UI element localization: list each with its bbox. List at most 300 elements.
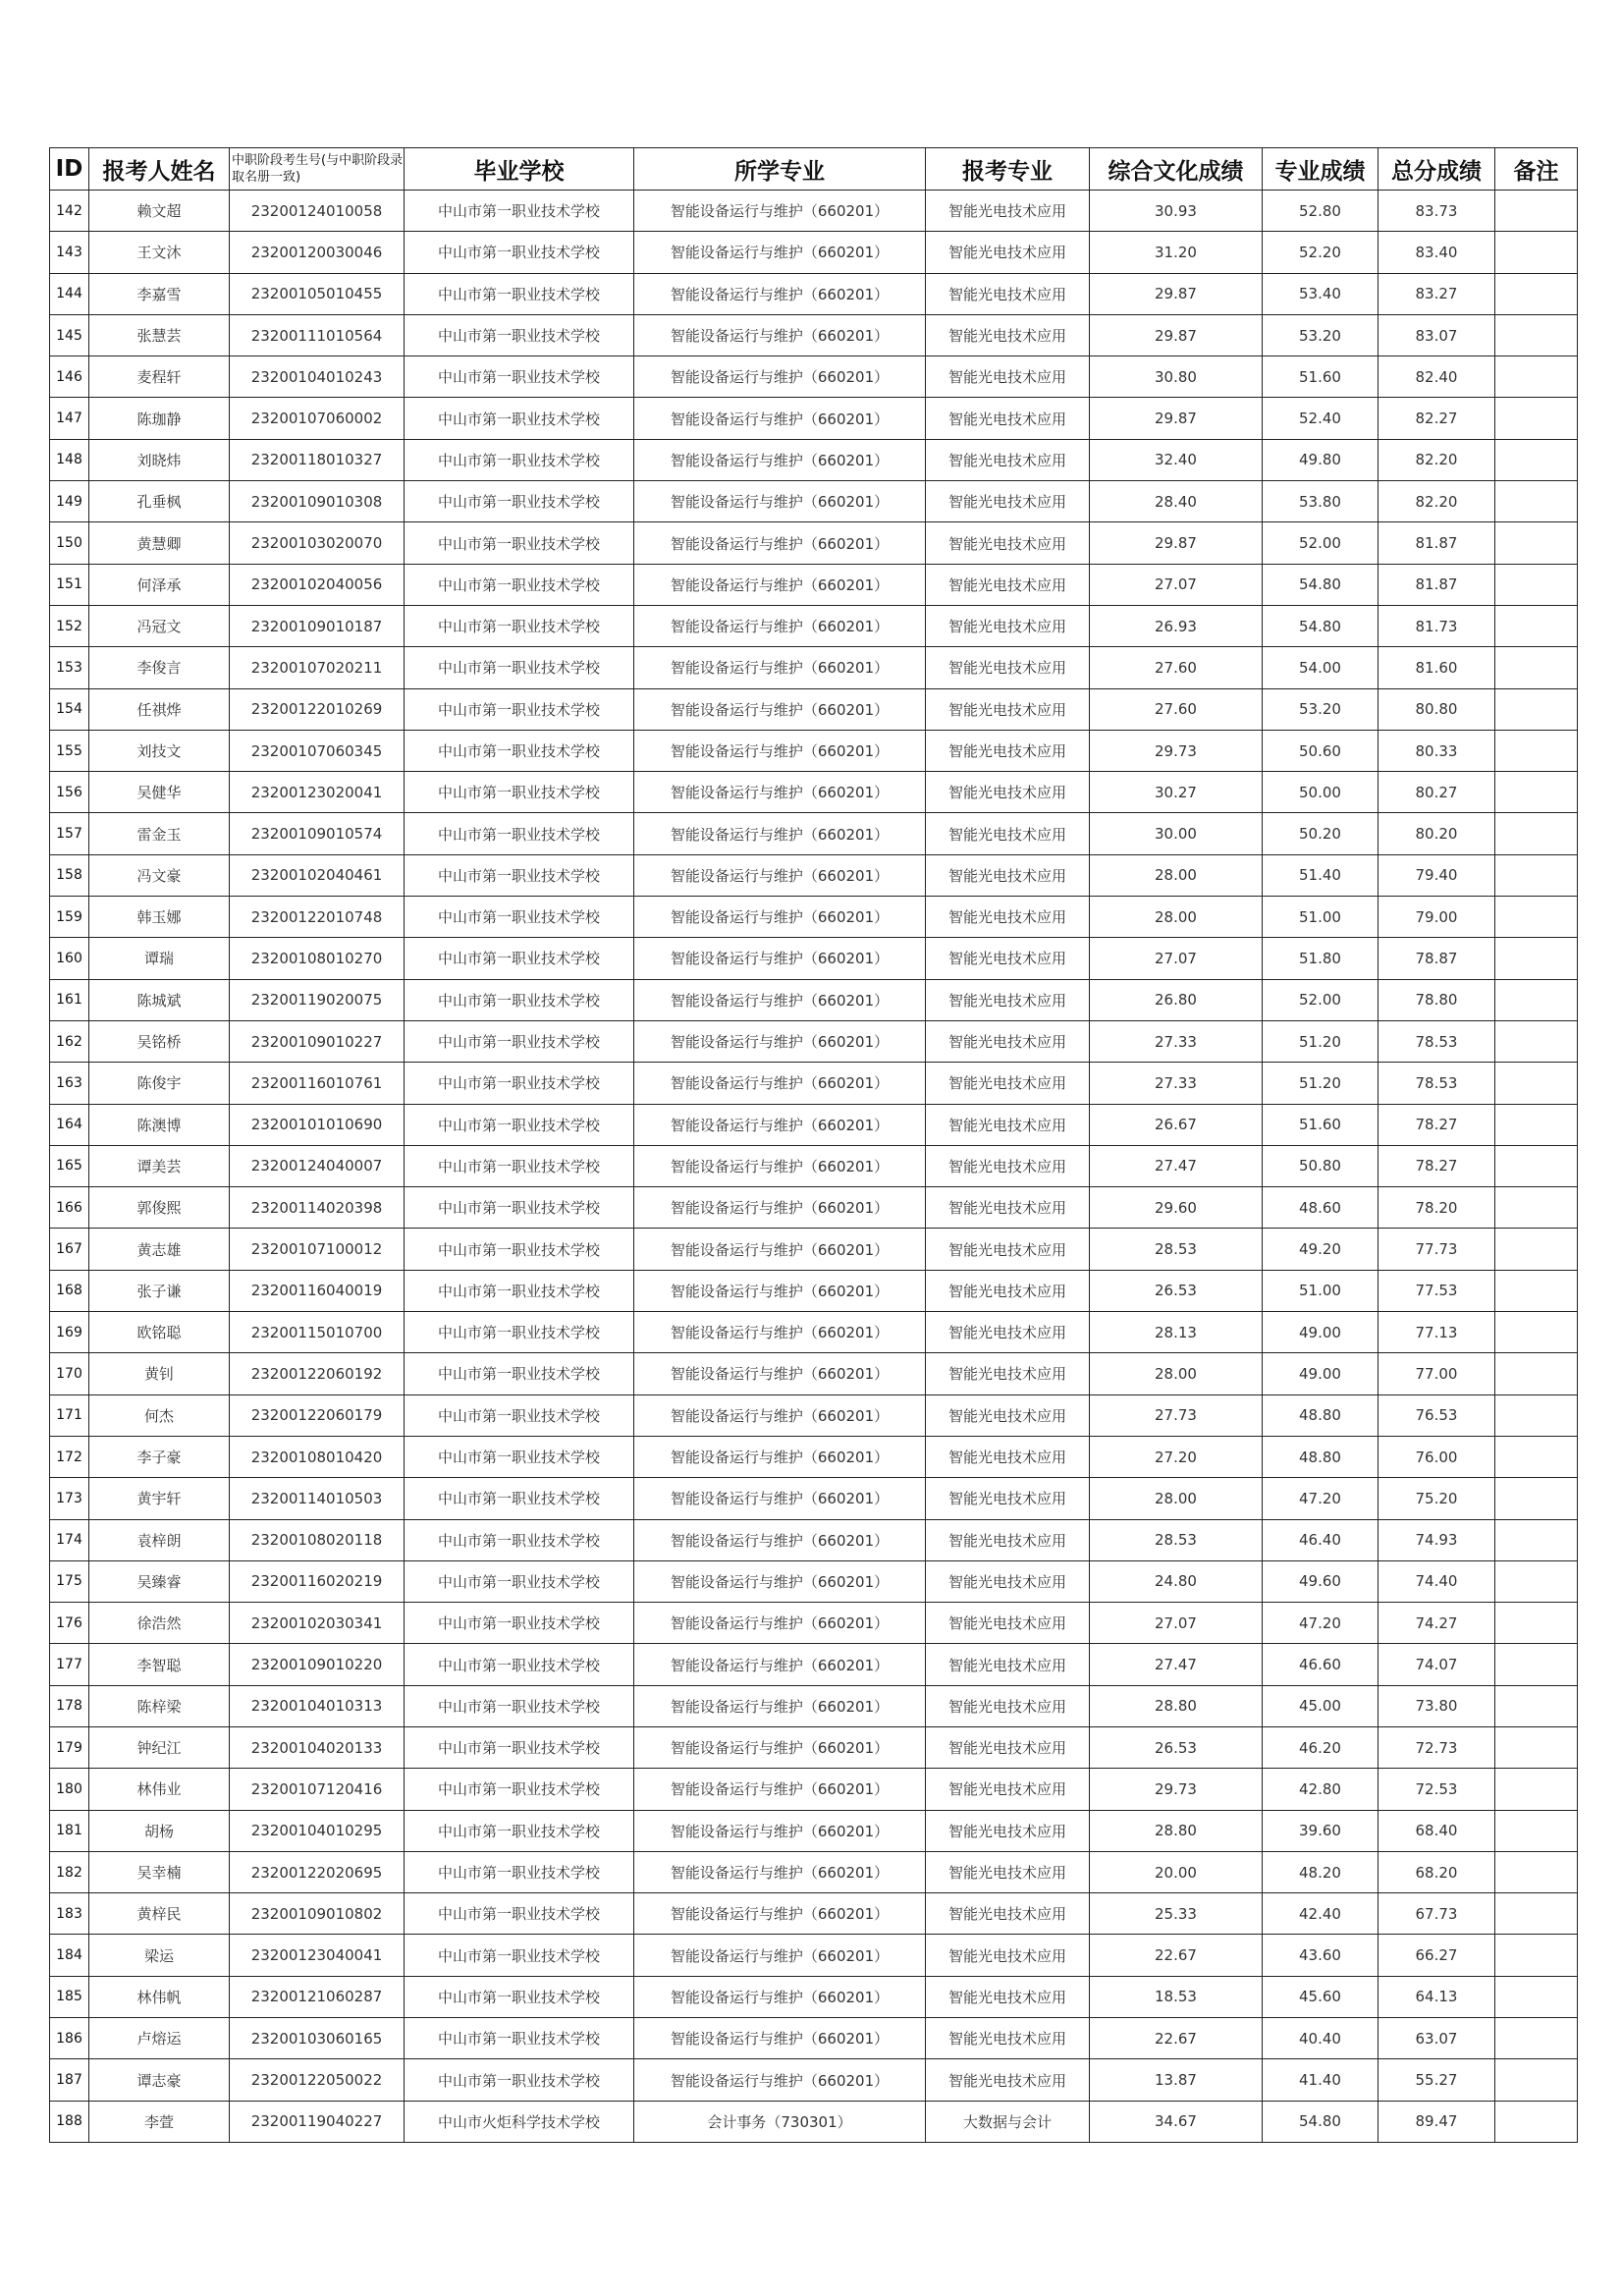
cell-major-studied: 智能设备运行与维护（660201） xyxy=(634,1935,926,1976)
cell-major-score: 46.40 xyxy=(1263,1519,1379,1560)
header-culture-score: 综合文化成绩 xyxy=(1090,148,1263,191)
cell-total-score: 77.73 xyxy=(1379,1229,1495,1270)
cell-exam-number: 23200119040227 xyxy=(230,2101,405,2142)
cell-name: 赖文超 xyxy=(89,191,230,232)
cell-major-applied: 智能光电技术应用 xyxy=(926,730,1090,771)
cell-exam-number: 23200107100012 xyxy=(230,1229,405,1270)
cell-name: 卢熔运 xyxy=(89,2018,230,2059)
table-row xyxy=(50,1436,1578,1477)
cell-name: 李俊言 xyxy=(89,647,230,688)
cell-name: 孔垂枫 xyxy=(89,481,230,522)
cell-total-score: 75.20 xyxy=(1379,1478,1495,1519)
cell-total-score: 74.40 xyxy=(1379,1560,1495,1602)
cell-total-score: 78.53 xyxy=(1379,1063,1495,1104)
cell-major-applied: 智能光电技术应用 xyxy=(926,1976,1090,2017)
cell-culture-score: 27.73 xyxy=(1090,1394,1263,1436)
cell-school: 中山市火炬科学技术学校 xyxy=(405,2101,634,2142)
cell-remarks xyxy=(1495,1104,1578,1145)
cell-remarks xyxy=(1495,1270,1578,1311)
cell-major-studied: 智能设备运行与维护（660201） xyxy=(634,564,926,605)
cell-exam-number: 23200104010243 xyxy=(230,356,405,398)
cell-remarks xyxy=(1495,481,1578,522)
cell-major-score: 52.80 xyxy=(1263,191,1379,232)
cell-remarks xyxy=(1495,1810,1578,1851)
table-row xyxy=(50,605,1578,646)
cell-major-applied: 智能光电技术应用 xyxy=(926,605,1090,646)
cell-major-applied: 智能光电技术应用 xyxy=(926,897,1090,938)
cell-culture-score: 27.07 xyxy=(1090,564,1263,605)
cell-school: 中山市第一职业技术学校 xyxy=(405,1063,634,1104)
table-row xyxy=(50,1685,1578,1726)
cell-major-applied: 智能光电技术应用 xyxy=(926,1063,1090,1104)
cell-major-score: 46.60 xyxy=(1263,1644,1379,1685)
cell-major-score: 50.80 xyxy=(1263,1145,1379,1186)
cell-id: 146 xyxy=(50,356,89,398)
cell-major-studied: 智能设备运行与维护（660201） xyxy=(634,2059,926,2101)
cell-culture-score: 28.00 xyxy=(1090,897,1263,938)
cell-name: 麦程轩 xyxy=(89,356,230,398)
table-row xyxy=(50,1810,1578,1851)
cell-total-score: 72.73 xyxy=(1379,1726,1495,1768)
cell-culture-score: 31.20 xyxy=(1090,232,1263,273)
cell-major-score: 53.20 xyxy=(1263,688,1379,730)
cell-remarks xyxy=(1495,897,1578,938)
cell-id: 154 xyxy=(50,688,89,730)
cell-major-score: 52.00 xyxy=(1263,979,1379,1020)
table-row xyxy=(50,1893,1578,1935)
cell-remarks xyxy=(1495,1976,1578,2017)
cell-id: 176 xyxy=(50,1603,89,1644)
cell-major-studied: 智能设备运行与维护（660201） xyxy=(634,854,926,896)
cell-major-score: 49.20 xyxy=(1263,1229,1379,1270)
cell-remarks xyxy=(1495,647,1578,688)
cell-major-applied: 智能光电技术应用 xyxy=(926,1603,1090,1644)
cell-culture-score: 28.13 xyxy=(1090,1312,1263,1353)
cell-major-studied: 智能设备运行与维护（660201） xyxy=(634,1810,926,1851)
cell-school: 中山市第一职业技术学校 xyxy=(405,356,634,398)
header-name: 报考人姓名 xyxy=(89,148,230,191)
cell-exam-number: 23200115010700 xyxy=(230,1312,405,1353)
cell-total-score: 78.53 xyxy=(1379,1020,1495,1062)
cell-remarks xyxy=(1495,1312,1578,1353)
cell-major-applied: 智能光电技术应用 xyxy=(926,772,1090,813)
cell-major-score: 43.60 xyxy=(1263,1935,1379,1976)
cell-remarks xyxy=(1495,439,1578,480)
cell-total-score: 80.80 xyxy=(1379,688,1495,730)
cell-name: 谭瑞 xyxy=(89,938,230,979)
table-row xyxy=(50,481,1578,522)
cell-exam-number: 23200104020133 xyxy=(230,1726,405,1768)
cell-id: 175 xyxy=(50,1560,89,1602)
cell-culture-score: 28.00 xyxy=(1090,1478,1263,1519)
cell-name: 欧铭聪 xyxy=(89,1312,230,1353)
cell-major-applied: 智能光电技术应用 xyxy=(926,1851,1090,1892)
cell-culture-score: 30.80 xyxy=(1090,356,1263,398)
cell-culture-score: 26.53 xyxy=(1090,1270,1263,1311)
cell-major-score: 42.40 xyxy=(1263,1893,1379,1935)
cell-id: 150 xyxy=(50,522,89,564)
cell-major-studied: 智能设备运行与维护（660201） xyxy=(634,1063,926,1104)
cell-culture-score: 27.60 xyxy=(1090,688,1263,730)
cell-exam-number: 23200116020219 xyxy=(230,1560,405,1602)
cell-name: 黄宇轩 xyxy=(89,1478,230,1519)
cell-name: 林伟业 xyxy=(89,1769,230,1810)
cell-exam-number: 23200124010058 xyxy=(230,191,405,232)
cell-major-applied: 智能光电技术应用 xyxy=(926,314,1090,355)
cell-total-score: 77.00 xyxy=(1379,1353,1495,1394)
cell-major-studied: 智能设备运行与维护（660201） xyxy=(634,1187,926,1229)
cell-total-score: 81.73 xyxy=(1379,605,1495,646)
cell-school: 中山市第一职业技术学校 xyxy=(405,1769,634,1810)
cell-major-applied: 智能光电技术应用 xyxy=(926,564,1090,605)
table-row xyxy=(50,564,1578,605)
cell-major-studied: 智能设备运行与维护（660201） xyxy=(634,1560,926,1602)
cell-total-score: 83.07 xyxy=(1379,314,1495,355)
cell-exam-number: 23200122020695 xyxy=(230,1851,405,1892)
cell-culture-score: 29.60 xyxy=(1090,1187,1263,1229)
cell-major-applied: 智能光电技术应用 xyxy=(926,979,1090,1020)
cell-culture-score: 27.07 xyxy=(1090,938,1263,979)
cell-school: 中山市第一职业技术学校 xyxy=(405,481,634,522)
cell-name: 黄梓民 xyxy=(89,1893,230,1935)
cell-major-applied: 智能光电技术应用 xyxy=(926,1312,1090,1353)
cell-school: 中山市第一职业技术学校 xyxy=(405,730,634,771)
cell-major-studied: 智能设备运行与维护（660201） xyxy=(634,1851,926,1892)
cell-name: 陈澳博 xyxy=(89,1104,230,1145)
cell-school: 中山市第一职业技术学校 xyxy=(405,1685,634,1726)
table-row xyxy=(50,2018,1578,2059)
cell-culture-score: 28.40 xyxy=(1090,481,1263,522)
cell-major-studied: 智能设备运行与维护（660201） xyxy=(634,1976,926,2017)
cell-school: 中山市第一职业技术学校 xyxy=(405,1519,634,1560)
cell-total-score: 77.53 xyxy=(1379,1270,1495,1311)
cell-culture-score: 30.93 xyxy=(1090,191,1263,232)
cell-culture-score: 27.20 xyxy=(1090,1436,1263,1477)
cell-exam-number: 23200109010220 xyxy=(230,1644,405,1685)
cell-remarks xyxy=(1495,605,1578,646)
table-row xyxy=(50,232,1578,273)
cell-school: 中山市第一职业技术学校 xyxy=(405,1810,634,1851)
cell-exam-number: 23200122010269 xyxy=(230,688,405,730)
cell-id: 157 xyxy=(50,813,89,854)
cell-major-applied: 智能光电技术应用 xyxy=(926,854,1090,896)
cell-id: 151 xyxy=(50,564,89,605)
cell-culture-score: 27.60 xyxy=(1090,647,1263,688)
header-id: ID xyxy=(50,148,89,191)
cell-total-score: 73.80 xyxy=(1379,1685,1495,1726)
cell-id: 169 xyxy=(50,1312,89,1353)
cell-major-score: 51.60 xyxy=(1263,356,1379,398)
table-row xyxy=(50,1145,1578,1186)
cell-remarks xyxy=(1495,1769,1578,1810)
cell-major-score: 48.20 xyxy=(1263,1851,1379,1892)
cell-exam-number: 23200108020118 xyxy=(230,1519,405,1560)
cell-major-studied: 智能设备运行与维护（660201） xyxy=(634,191,926,232)
table-row xyxy=(50,1270,1578,1311)
table-row xyxy=(50,1560,1578,1602)
cell-total-score: 68.40 xyxy=(1379,1810,1495,1851)
cell-remarks xyxy=(1495,191,1578,232)
cell-major-applied: 智能光电技术应用 xyxy=(926,1519,1090,1560)
table-row xyxy=(50,897,1578,938)
cell-id: 147 xyxy=(50,398,89,439)
cell-school: 中山市第一职业技术学校 xyxy=(405,439,634,480)
cell-major-studied: 智能设备运行与维护（660201） xyxy=(634,1104,926,1145)
cell-major-studied: 智能设备运行与维护（660201） xyxy=(634,356,926,398)
table-row xyxy=(50,398,1578,439)
cell-major-score: 41.40 xyxy=(1263,2059,1379,2101)
cell-remarks xyxy=(1495,2101,1578,2142)
cell-remarks xyxy=(1495,1935,1578,1976)
cell-major-score: 54.80 xyxy=(1263,605,1379,646)
cell-total-score: 74.93 xyxy=(1379,1519,1495,1560)
cell-school: 中山市第一职业技术学校 xyxy=(405,1020,634,1062)
cell-remarks xyxy=(1495,1145,1578,1186)
cell-major-studied: 智能设备运行与维护（660201） xyxy=(634,772,926,813)
cell-total-score: 78.20 xyxy=(1379,1187,1495,1229)
cell-major-score: 51.40 xyxy=(1263,854,1379,896)
cell-remarks xyxy=(1495,2018,1578,2059)
cell-major-applied: 智能光电技术应用 xyxy=(926,191,1090,232)
cell-major-studied: 智能设备运行与维护（660201） xyxy=(634,398,926,439)
cell-id: 180 xyxy=(50,1769,89,1810)
cell-major-studied: 智能设备运行与维护（660201） xyxy=(634,1769,926,1810)
cell-exam-number: 23200114010503 xyxy=(230,1478,405,1519)
cell-culture-score: 28.00 xyxy=(1090,1353,1263,1394)
cell-school: 中山市第一职业技术学校 xyxy=(405,897,634,938)
cell-major-studied: 智能设备运行与维护（660201） xyxy=(634,1145,926,1186)
cell-id: 163 xyxy=(50,1063,89,1104)
cell-remarks xyxy=(1495,232,1578,273)
cell-school: 中山市第一职业技术学校 xyxy=(405,2018,634,2059)
cell-total-score: 83.40 xyxy=(1379,232,1495,273)
cell-culture-score: 28.80 xyxy=(1090,1685,1263,1726)
cell-remarks xyxy=(1495,1560,1578,1602)
cell-major-studied: 智能设备运行与维护（660201） xyxy=(634,1685,926,1726)
cell-name: 王文沐 xyxy=(89,232,230,273)
cell-major-applied: 智能光电技术应用 xyxy=(926,2018,1090,2059)
cell-major-studied: 智能设备运行与维护（660201） xyxy=(634,522,926,564)
cell-culture-score: 29.87 xyxy=(1090,398,1263,439)
cell-school: 中山市第一职业技术学校 xyxy=(405,772,634,813)
cell-major-score: 51.00 xyxy=(1263,897,1379,938)
cell-culture-score: 27.33 xyxy=(1090,1063,1263,1104)
cell-major-score: 45.00 xyxy=(1263,1685,1379,1726)
cell-id: 144 xyxy=(50,273,89,314)
table-row xyxy=(50,1644,1578,1685)
cell-name: 林伟帆 xyxy=(89,1976,230,2017)
cell-school: 中山市第一职业技术学校 xyxy=(405,1436,634,1477)
cell-culture-score: 29.87 xyxy=(1090,522,1263,564)
cell-id: 174 xyxy=(50,1519,89,1560)
table-row xyxy=(50,1976,1578,2017)
cell-name: 梁运 xyxy=(89,1935,230,1976)
cell-major-score: 52.40 xyxy=(1263,398,1379,439)
cell-name: 李萱 xyxy=(89,2101,230,2142)
table-row xyxy=(50,273,1578,314)
table-row xyxy=(50,314,1578,355)
cell-exam-number: 23200107020211 xyxy=(230,647,405,688)
cell-school: 中山市第一职业技术学校 xyxy=(405,1229,634,1270)
table-row xyxy=(50,688,1578,730)
cell-id: 165 xyxy=(50,1145,89,1186)
cell-exam-number: 23200103020070 xyxy=(230,522,405,564)
cell-id: 173 xyxy=(50,1478,89,1519)
cell-id: 170 xyxy=(50,1353,89,1394)
cell-exam-number: 23200122060179 xyxy=(230,1394,405,1436)
cell-exam-number: 23200102030341 xyxy=(230,1603,405,1644)
cell-name: 胡杨 xyxy=(89,1810,230,1851)
cell-name: 黄慧卿 xyxy=(89,522,230,564)
cell-major-applied: 智能光电技术应用 xyxy=(926,1394,1090,1436)
cell-school: 中山市第一职业技术学校 xyxy=(405,1270,634,1311)
cell-major-applied: 智能光电技术应用 xyxy=(926,1187,1090,1229)
cell-culture-score: 27.47 xyxy=(1090,1145,1263,1186)
cell-id: 183 xyxy=(50,1893,89,1935)
cell-major-studied: 智能设备运行与维护（660201） xyxy=(634,647,926,688)
table-row xyxy=(50,730,1578,771)
cell-major-applied: 智能光电技术应用 xyxy=(926,1020,1090,1062)
cell-exam-number: 23200108010420 xyxy=(230,1436,405,1477)
cell-major-applied: 智能光电技术应用 xyxy=(926,1769,1090,1810)
cell-major-applied: 智能光电技术应用 xyxy=(926,1478,1090,1519)
cell-major-studied: 智能设备运行与维护（660201） xyxy=(634,1893,926,1935)
cell-remarks xyxy=(1495,564,1578,605)
cell-culture-score: 29.73 xyxy=(1090,1769,1263,1810)
cell-name: 冯冠文 xyxy=(89,605,230,646)
cell-id: 161 xyxy=(50,979,89,1020)
table-row xyxy=(50,1851,1578,1892)
cell-total-score: 81.87 xyxy=(1379,564,1495,605)
cell-total-score: 67.73 xyxy=(1379,1893,1495,1935)
cell-remarks xyxy=(1495,730,1578,771)
cell-name: 张慧芸 xyxy=(89,314,230,355)
cell-major-studied: 智能设备运行与维护（660201） xyxy=(634,232,926,273)
cell-major-score: 49.00 xyxy=(1263,1312,1379,1353)
cell-total-score: 55.27 xyxy=(1379,2059,1495,2101)
cell-name: 谭美芸 xyxy=(89,1145,230,1186)
cell-exam-number: 23200101010690 xyxy=(230,1104,405,1145)
cell-name: 吴健华 xyxy=(89,772,230,813)
cell-major-score: 53.40 xyxy=(1263,273,1379,314)
cell-major-applied: 智能光电技术应用 xyxy=(926,1229,1090,1270)
table-row xyxy=(50,356,1578,398)
cell-major-studied: 智能设备运行与维护（660201） xyxy=(634,1644,926,1685)
cell-major-score: 52.20 xyxy=(1263,232,1379,273)
cell-remarks xyxy=(1495,522,1578,564)
cell-total-score: 78.27 xyxy=(1379,1104,1495,1145)
cell-remarks xyxy=(1495,314,1578,355)
cell-school: 中山市第一职业技术学校 xyxy=(405,522,634,564)
table-row xyxy=(50,1726,1578,1768)
cell-culture-score: 24.80 xyxy=(1090,1560,1263,1602)
header-row xyxy=(50,148,1578,191)
cell-id: 152 xyxy=(50,605,89,646)
cell-culture-score: 26.93 xyxy=(1090,605,1263,646)
cell-total-score: 79.40 xyxy=(1379,854,1495,896)
cell-name: 吴幸楠 xyxy=(89,1851,230,1892)
cell-exam-number: 23200116040019 xyxy=(230,1270,405,1311)
cell-id: 171 xyxy=(50,1394,89,1436)
cell-major-studied: 智能设备运行与维护（660201） xyxy=(634,1020,926,1062)
cell-major-studied: 智能设备运行与维护（660201） xyxy=(634,1478,926,1519)
cell-major-studied: 智能设备运行与维护（660201） xyxy=(634,938,926,979)
cell-total-score: 89.47 xyxy=(1379,2101,1495,2142)
table-row xyxy=(50,2059,1578,2101)
table-row xyxy=(50,813,1578,854)
cell-remarks xyxy=(1495,1519,1578,1560)
cell-exam-number: 23200109010308 xyxy=(230,481,405,522)
cell-major-score: 48.80 xyxy=(1263,1436,1379,1477)
cell-major-applied: 智能光电技术应用 xyxy=(926,356,1090,398)
cell-major-score: 50.20 xyxy=(1263,813,1379,854)
cell-name: 黄志雄 xyxy=(89,1229,230,1270)
cell-school: 中山市第一职业技术学校 xyxy=(405,647,634,688)
cell-major-applied: 智能光电技术应用 xyxy=(926,1726,1090,1768)
cell-exam-number: 23200109010227 xyxy=(230,1020,405,1062)
cell-major-studied: 智能设备运行与维护（660201） xyxy=(634,2018,926,2059)
cell-major-score: 49.00 xyxy=(1263,1353,1379,1394)
cell-major-score: 53.20 xyxy=(1263,314,1379,355)
cell-id: 142 xyxy=(50,191,89,232)
cell-exam-number: 23200111010564 xyxy=(230,314,405,355)
table-row xyxy=(50,1935,1578,1976)
cell-school: 中山市第一职业技术学校 xyxy=(405,1644,634,1685)
cell-id: 184 xyxy=(50,1935,89,1976)
cell-id: 149 xyxy=(50,481,89,522)
table-row xyxy=(50,1312,1578,1353)
cell-major-score: 51.20 xyxy=(1263,1063,1379,1104)
cell-major-studied: 智能设备运行与维护（660201） xyxy=(634,481,926,522)
cell-name: 陈城斌 xyxy=(89,979,230,1020)
cell-remarks xyxy=(1495,1851,1578,1892)
table-row xyxy=(50,191,1578,232)
cell-total-score: 78.27 xyxy=(1379,1145,1495,1186)
cell-major-score: 48.60 xyxy=(1263,1187,1379,1229)
cell-major-applied: 智能光电技术应用 xyxy=(926,1353,1090,1394)
table-row xyxy=(50,854,1578,896)
cell-school: 中山市第一职业技术学校 xyxy=(405,564,634,605)
cell-school: 中山市第一职业技术学校 xyxy=(405,1603,634,1644)
cell-remarks xyxy=(1495,1644,1578,1685)
cell-id: 164 xyxy=(50,1104,89,1145)
cell-total-score: 68.20 xyxy=(1379,1851,1495,1892)
cell-major-applied: 智能光电技术应用 xyxy=(926,688,1090,730)
cell-total-score: 82.20 xyxy=(1379,481,1495,522)
cell-total-score: 82.27 xyxy=(1379,398,1495,439)
cell-school: 中山市第一职业技术学校 xyxy=(405,232,634,273)
cell-exam-number: 23200104010295 xyxy=(230,1810,405,1851)
cell-culture-score: 30.27 xyxy=(1090,772,1263,813)
cell-major-score: 52.00 xyxy=(1263,522,1379,564)
cell-school: 中山市第一职业技术学校 xyxy=(405,688,634,730)
cell-major-applied: 大数据与会计 xyxy=(926,2101,1090,2142)
cell-exam-number: 23200102040461 xyxy=(230,854,405,896)
cell-name: 刘晓炜 xyxy=(89,439,230,480)
cell-major-studied: 智能设备运行与维护（660201） xyxy=(634,439,926,480)
cell-major-score: 49.60 xyxy=(1263,1560,1379,1602)
cell-school: 中山市第一职业技术学校 xyxy=(405,813,634,854)
cell-school: 中山市第一职业技术学校 xyxy=(405,1893,634,1935)
cell-culture-score: 22.67 xyxy=(1090,2018,1263,2059)
cell-id: 158 xyxy=(50,854,89,896)
table-row xyxy=(50,1353,1578,1394)
cell-culture-score: 27.07 xyxy=(1090,1603,1263,1644)
cell-name: 冯文豪 xyxy=(89,854,230,896)
cell-id: 148 xyxy=(50,439,89,480)
cell-remarks xyxy=(1495,1229,1578,1270)
cell-total-score: 80.27 xyxy=(1379,772,1495,813)
